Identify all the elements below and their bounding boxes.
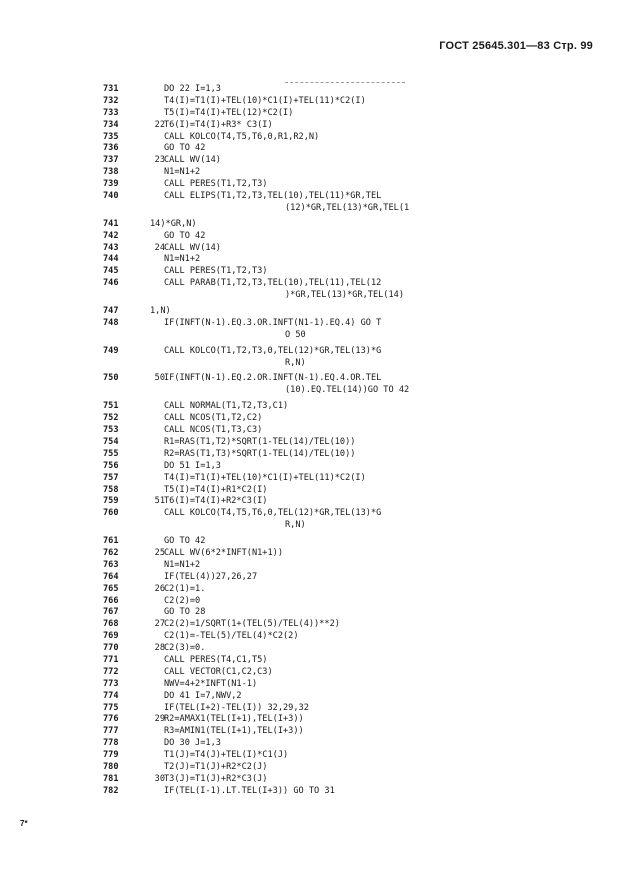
line-number: 755	[103, 448, 119, 459]
line-number: 738	[103, 167, 119, 178]
line-number: 745	[103, 266, 119, 277]
code-line	[0, 84, 631, 96]
line-number: 777	[103, 726, 119, 737]
line-number: 754	[103, 436, 119, 447]
statement-text: C2(3)=0.	[164, 643, 206, 654]
line-number: 757	[103, 472, 119, 483]
line-number: 739	[103, 179, 119, 190]
statement-label: 50	[154, 373, 165, 384]
statement-text: CALL NCOS(T1,T3,C3)	[164, 425, 263, 436]
code-line	[0, 318, 631, 330]
code-line	[0, 536, 631, 548]
line-number: 762	[103, 547, 119, 558]
statement-text: T1(J)=T4(J)+TEL(I)*C1(J)	[164, 750, 289, 761]
code-line	[0, 266, 631, 278]
line-number: 732	[103, 95, 119, 106]
line-number: 741	[103, 218, 119, 229]
code-line	[0, 306, 631, 318]
line-number: 779	[103, 750, 119, 761]
code-line	[0, 774, 631, 786]
page-header: ГОСТ 25645.301—83 Стр. 99	[439, 40, 593, 52]
statement-label: 28	[154, 643, 165, 654]
statement-text: (12)*GR,TEL(13)*GR,TEL(1	[285, 202, 410, 213]
code-line	[0, 96, 631, 108]
code-line	[0, 461, 631, 473]
code-line	[0, 254, 631, 266]
statement-text: T5(I)=T4(I)+R1*C2(I)	[164, 484, 268, 495]
statement-text: N1=N1+2	[164, 167, 201, 178]
code-line	[0, 413, 631, 425]
statement-label: 30	[154, 773, 165, 784]
line-number: 761	[103, 536, 119, 547]
statement-text: CALL WV(14)	[164, 242, 221, 253]
code-line	[0, 631, 631, 643]
statement-label: 51	[154, 496, 165, 507]
statement-label: 29	[154, 714, 165, 725]
line-number: 765	[103, 583, 119, 594]
statement-text: CALL KOLCO(T1,T2,T3,0,TEL(12)*GR,TEL(13)*G	[164, 345, 382, 356]
line-number: 769	[103, 631, 119, 642]
statement-text: T4(I)=T1(I)+TEL(10)*C1(I)+TEL(11)*C2(I)	[164, 95, 366, 106]
statement-text: GO TO 42	[164, 536, 206, 547]
statement-text: CALL WV(6*2*INFT(N1+1))	[164, 547, 283, 558]
code-continuation-line	[0, 290, 631, 302]
line-number: 776	[103, 714, 119, 725]
code-line	[0, 219, 631, 231]
code-line	[0, 132, 631, 144]
statement-label: 26	[154, 583, 165, 594]
line-number: 742	[103, 230, 119, 241]
statement-text: CALL NORMAL(T1,T2,T3,C1)	[164, 401, 289, 412]
statement-text: O 50	[285, 329, 306, 340]
statement-text: CALL VECTOR(C1,C2,C3)	[164, 666, 273, 677]
code-line	[0, 155, 631, 167]
code-line	[0, 703, 631, 715]
statement-text: T6(I)=T4(I)+R3* C3(I)	[164, 119, 273, 130]
code-line	[0, 191, 631, 203]
code-line	[0, 738, 631, 750]
line-number: 743	[103, 242, 119, 253]
code-line	[0, 508, 631, 520]
line-number: 760	[103, 508, 119, 519]
code-line	[0, 143, 631, 155]
statement-text: C2(2)=1/SQRT(1+(TEL(5)/TEL(4))**2)	[164, 619, 340, 630]
statement-text: IF(INFT(N-1).EQ.2.OR.INFT(N-1).EQ.4.OR.TEL	[164, 373, 382, 384]
statement-text: C2(1)=-TEL(5)/TEL(4)*C2(2)	[164, 631, 299, 642]
line-number: 764	[103, 571, 119, 582]
code-line	[0, 437, 631, 449]
code-line	[0, 425, 631, 437]
statement-text: R,N)	[285, 520, 306, 531]
line-number: 749	[103, 345, 119, 356]
line-number: 781	[103, 773, 119, 784]
statement-text: DO 41 I=7,NWV,2	[164, 690, 242, 701]
statement-text: R2=AMAX1(TEL(I+1),TEL(I+3))	[164, 714, 304, 725]
code-line	[0, 560, 631, 572]
statement-label: 24	[154, 242, 165, 253]
code-line	[0, 473, 631, 485]
statement-text: DO 22 I=1,3	[164, 84, 221, 94]
line-number: 750	[103, 373, 119, 384]
line-number: 747	[103, 306, 119, 317]
code-line	[0, 596, 631, 608]
line-number: 740	[103, 191, 119, 202]
statement-text: CALL PERES(T1,T2,T3)	[164, 179, 268, 190]
code-line	[0, 278, 631, 290]
line-number: 748	[103, 317, 119, 328]
statement-text: R3=AMIN1(TEL(I+1),TEL(I+3))	[164, 726, 304, 737]
code-line	[0, 726, 631, 738]
statement-text: GO TO 42	[164, 230, 206, 241]
code-line	[0, 373, 631, 385]
statement-text: CALL PARAB(T1,T2,T3,TEL(10),TEL(11),TEL(12	[164, 278, 382, 289]
statement-text: T4(I)=T1(I)+TEL(10)*C1(I)+TEL(11)*C2(I)	[164, 472, 366, 483]
code-continuation-line	[0, 203, 631, 215]
line-number: 780	[103, 761, 119, 772]
line-number: 768	[103, 619, 119, 630]
statement-text: T5(I)=T4(I)+TEL(12)*C2(I)	[164, 107, 294, 118]
statement-label: 23	[154, 155, 165, 166]
line-number: 736	[103, 143, 119, 154]
code-line	[0, 120, 631, 132]
line-number: 746	[103, 278, 119, 289]
code-line	[0, 548, 631, 560]
statement-text: CALL KOLCO(T4,T5,T6,0,TEL(12)*GR,TEL(13)*G	[164, 508, 382, 519]
line-number: 756	[103, 460, 119, 471]
code-line	[0, 655, 631, 667]
statement-text: N1=N1+2	[164, 559, 201, 570]
code-continuation-line	[0, 358, 631, 370]
statement-text: CALL WV(14)	[164, 155, 221, 166]
statement-text: IF(TEL(I+2)-TEL(I)) 32,29,32	[164, 702, 309, 713]
code-line	[0, 619, 631, 631]
statement-text: DO 30 J=1,3	[164, 738, 221, 749]
code-line	[0, 231, 631, 243]
statement-text: CALL PERES(T4,C1,T5)	[164, 654, 268, 665]
code-line	[0, 643, 631, 655]
code-line	[0, 750, 631, 762]
statement-label: 25	[154, 547, 165, 558]
code-line	[0, 786, 631, 798]
line-number: 758	[103, 484, 119, 495]
line-number: 744	[103, 254, 119, 265]
line-number: 753	[103, 425, 119, 436]
code-line	[0, 496, 631, 508]
line-number: 770	[103, 643, 119, 654]
statement-text: IF(TEL(4))27,26,27	[164, 571, 258, 582]
statement-text: DO 51 I=1,3	[164, 460, 221, 471]
code-line	[0, 572, 631, 584]
statement-text: C2(2)=0	[164, 595, 201, 606]
statement-text: CALL KOLCO(T4,T5,T6,0,R1,R2,N)	[164, 131, 320, 142]
page-margin-mark: 7*	[20, 819, 28, 828]
statement-text: GO TO 28	[164, 607, 206, 618]
code-line	[0, 679, 631, 691]
code-line	[0, 607, 631, 619]
statement-text: 1,N)	[150, 306, 171, 317]
line-number: 773	[103, 678, 119, 689]
code-line	[0, 108, 631, 120]
code-line	[0, 762, 631, 774]
code-line	[0, 449, 631, 461]
statement-label: 22	[154, 119, 165, 130]
code-line	[0, 401, 631, 413]
statement-text: T2(J)=T1(J)+R2*C2(J)	[164, 761, 268, 772]
code-line	[0, 346, 631, 358]
statement-text: T3(J)=T1(J)+R2*C3(J)	[164, 773, 268, 784]
code-line	[0, 667, 631, 679]
line-number: 737	[103, 155, 119, 166]
line-number: 733	[103, 107, 119, 118]
line-number: 778	[103, 738, 119, 749]
statement-label: 27	[154, 619, 165, 630]
statement-text: R,N)	[285, 357, 306, 368]
line-number: 775	[103, 702, 119, 713]
statement-text: 14)*GR,N)	[150, 218, 197, 229]
line-number: 771	[103, 654, 119, 665]
code-line	[0, 179, 631, 191]
statement-text: R1=RAS(T1,T2)*SQRT(1-TEL(14)/TEL(10))	[164, 436, 356, 447]
line-number: 782	[103, 785, 119, 796]
line-number: 734	[103, 119, 119, 130]
statement-text: T6(I)=T4(I)+R2*C3(I)	[164, 496, 268, 507]
statement-text: (10).EQ.TEL(14))GO TO 42	[285, 385, 410, 396]
code-line	[0, 691, 631, 703]
line-number: 751	[103, 401, 119, 412]
line-number: 759	[103, 496, 119, 507]
line-number: 731	[103, 84, 119, 94]
code-continuation-line	[0, 520, 631, 532]
code-line	[0, 714, 631, 726]
statement-text: N1=N1+2	[164, 254, 201, 265]
statement-text: CALL PERES(T1,T2,T3)	[164, 266, 268, 277]
line-number: 774	[103, 690, 119, 701]
statement-text: C2(1)=1.	[164, 583, 206, 594]
line-number: 766	[103, 595, 119, 606]
code-continuation-line	[0, 330, 631, 342]
statement-text: CALL ELIPS(T1,T2,T3,TEL(10),TEL(11)*GR,TEL	[164, 191, 382, 202]
statement-text: NWV=4+2*INFT(N1-1)	[164, 678, 258, 689]
line-number: 767	[103, 607, 119, 618]
code-continuation-line	[0, 385, 631, 397]
line-number: 735	[103, 131, 119, 142]
line-number: 772	[103, 666, 119, 677]
statement-text: IF(TEL(I-1).LT.TEL(I+3)) GO TO 31	[164, 785, 335, 796]
line-number: 752	[103, 413, 119, 424]
statement-text: IF(INFT(N-1).EQ.3.OR.INFT(N1-1).EQ.4) GO T	[164, 317, 382, 328]
code-line	[0, 485, 631, 497]
statement-text: GO TO 42	[164, 143, 206, 154]
code-line	[0, 243, 631, 255]
statement-text: CALL NCOS(T1,T2,C2)	[164, 413, 263, 424]
code-listing	[0, 84, 631, 798]
statement-text: )*GR,TEL(13)*GR,TEL(14)	[285, 290, 404, 301]
code-line	[0, 167, 631, 179]
statement-text: R2=RAS(T1,T3)*SQRT(1-TEL(14)/TEL(10))	[164, 448, 356, 459]
code-line	[0, 584, 631, 596]
line-number: 763	[103, 559, 119, 570]
